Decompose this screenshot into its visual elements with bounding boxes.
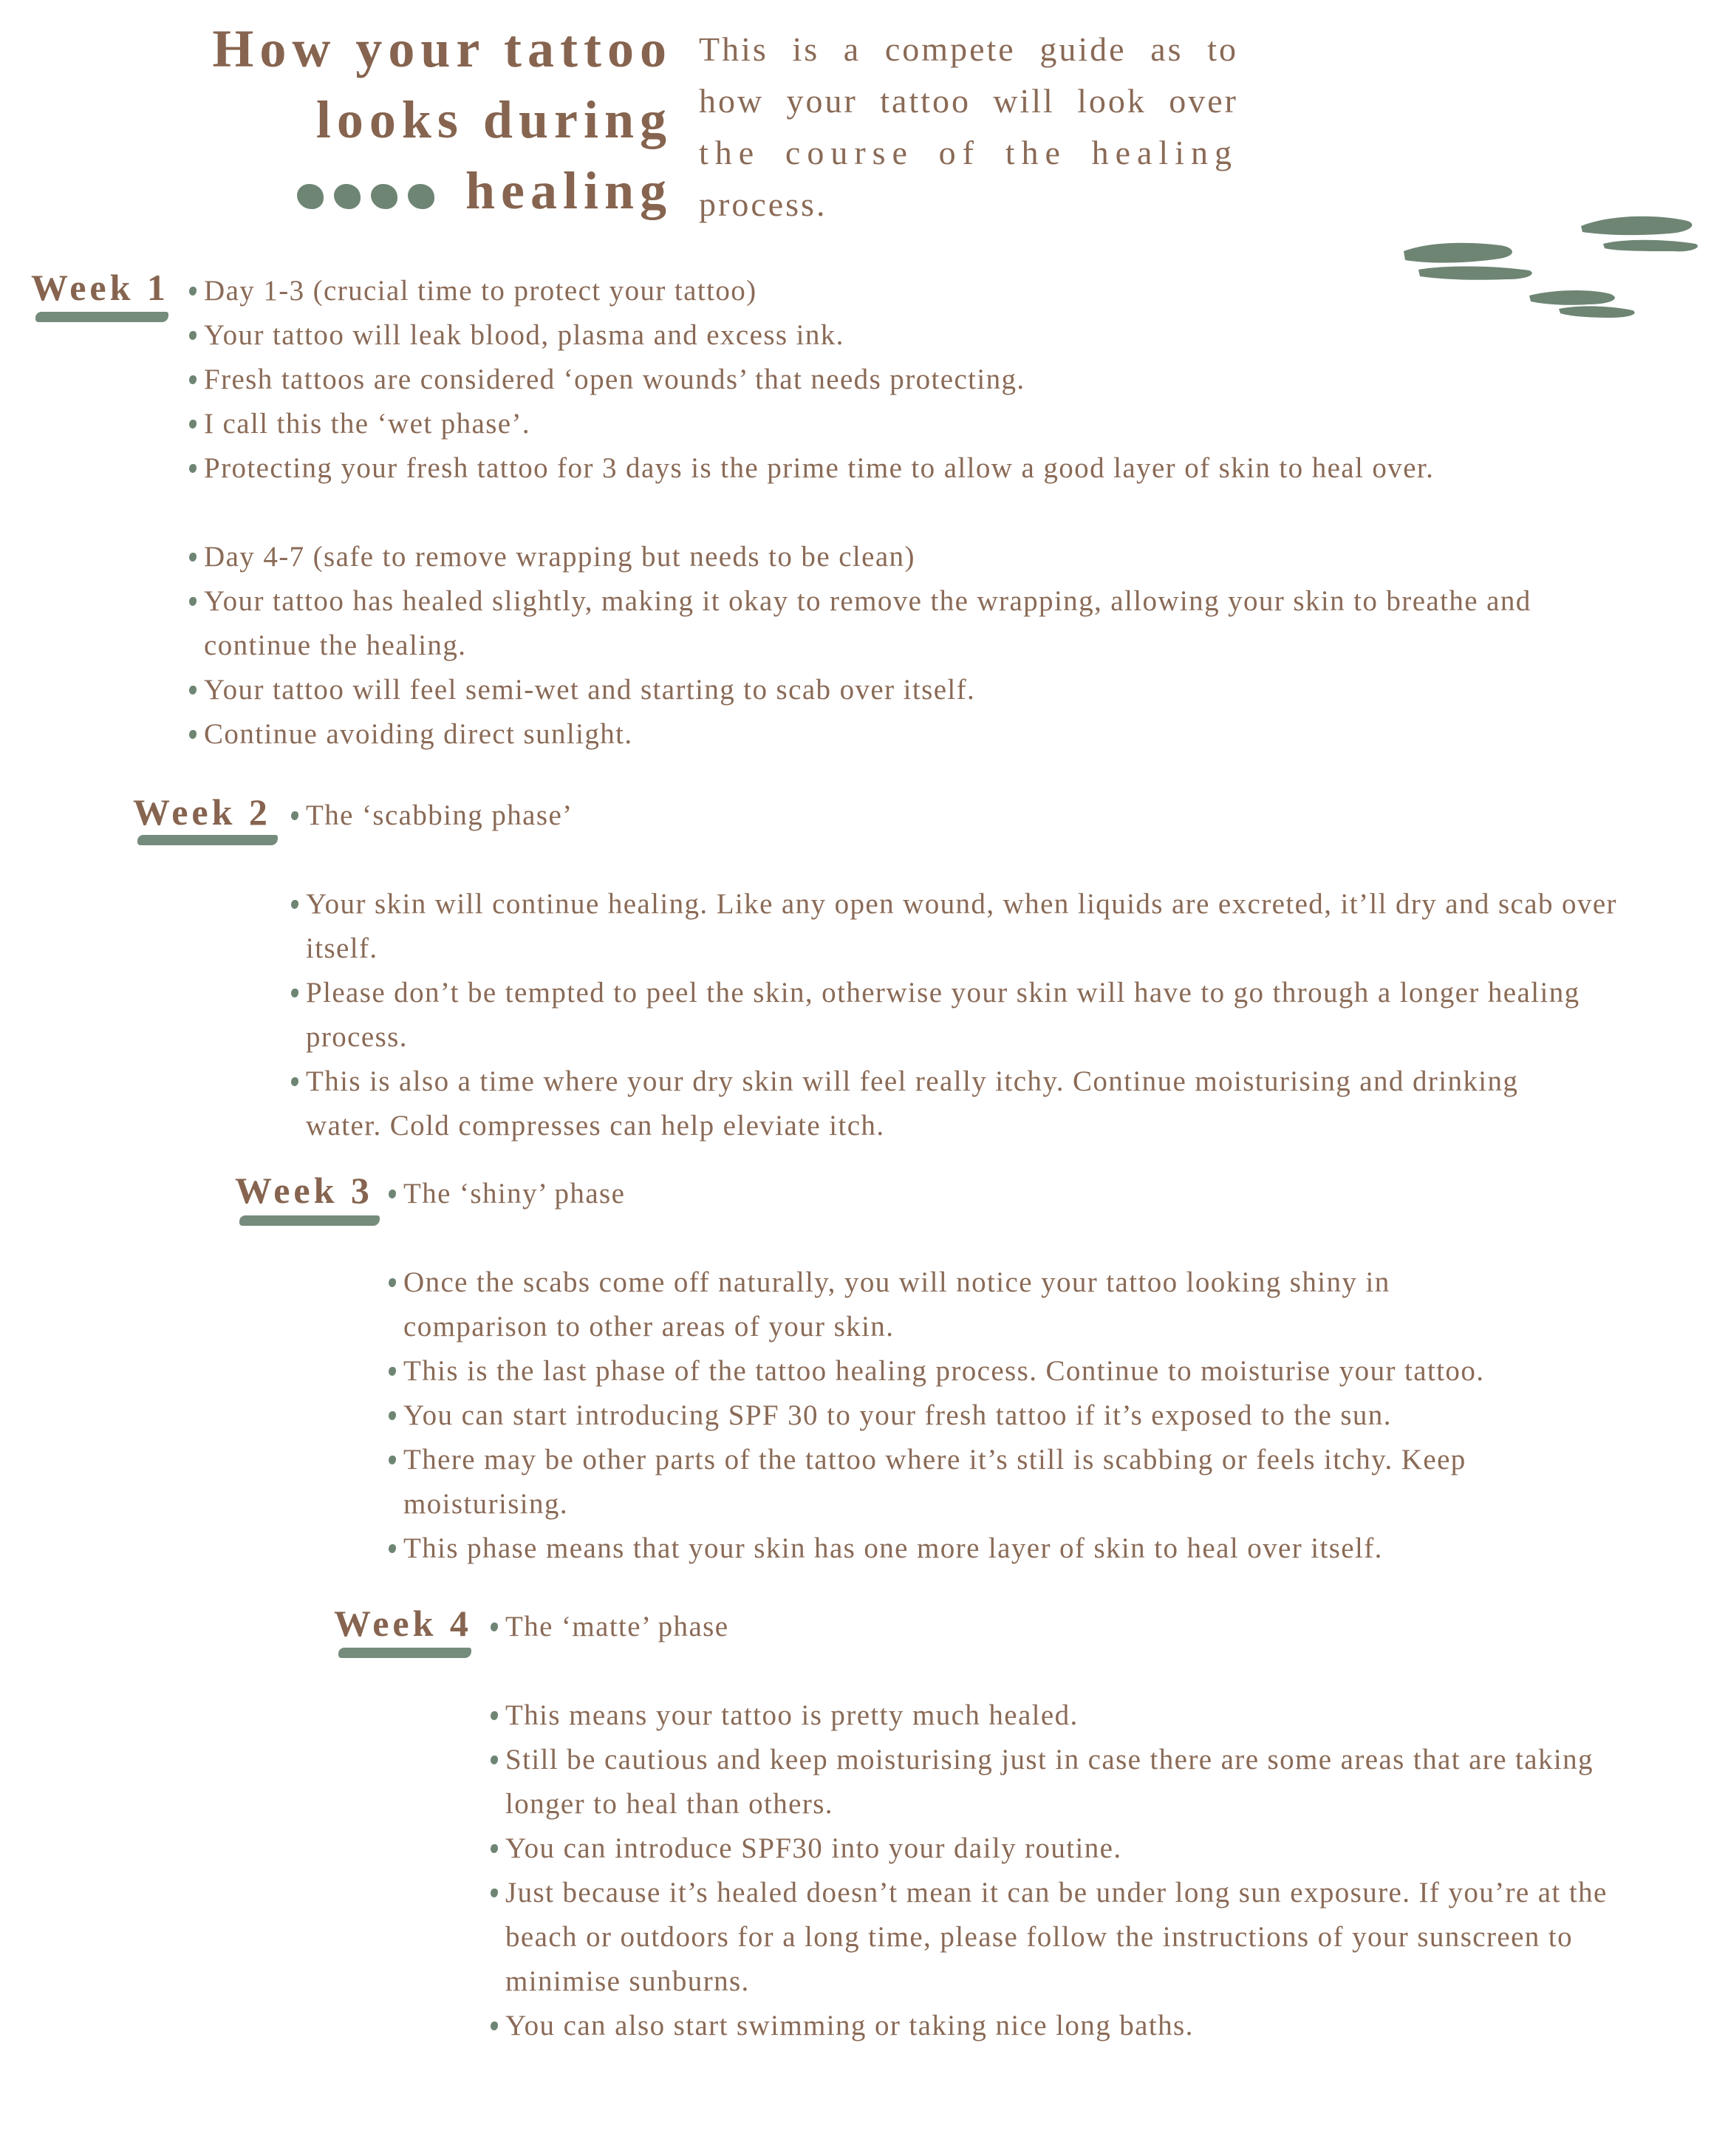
list-item: This is also a time where your dry skin will feel really itchy. Continue moisturising and drinking water. Cold compresses can help eleviate itch. [291,1060,1577,1148]
week-4-underline [338,1648,471,1658]
week-4-label: Week 4 [334,1603,472,1644]
title-line-2: looks during [315,90,672,149]
list-item: Your tattoo has healed slightly, making it okay to remove the wrapping, allowing your skin to breathe and continue the healing. [189,579,1608,668]
intro-line-2: how your tattoo will look over [699,82,1238,120]
list-item: Protecting your fresh tattoo for 3 days is the prime time to allow a good layer of skin to heal over. [189,446,1667,491]
list-item: Day 1-3 (crucial time to protect your tattoo) [189,269,1667,313]
title-line-3-text: healing [465,161,672,220]
list-item: Just because it’s healed doesn’t mean it can be under long sun exposure. If you’re at the beach or outdoors for a long time, please follow the instructions of your sunscreen to minimise sunburns. [491,1871,1687,2004]
week-1-label: Week 1 [31,267,169,308]
week-4-list [491,1605,1673,2048]
list-item: Your tattoo will leak blood, plasma and excess ink. [189,313,1667,358]
week-2-list [291,794,1650,1148]
list-item: The ‘matte’ phase [491,1605,1673,1649]
week-2-underline [137,835,278,845]
intro-line-1: This is a compete guide as to [699,30,1238,68]
list-item: You can start introducing SPF 30 to your fresh tattoo if it’s exposed to the sun. [389,1393,1659,1438]
title-line-1: How your tattoo [212,19,672,78]
list-item: This means your tattoo is pretty much healed. [491,1693,1673,1738]
list-item: There may be other parts of the tattoo where it’s still is scabbing or feels itchy. Keep moisturising. [389,1438,1600,1526]
week-3-list [389,1172,1659,1571]
list-item: The ‘scabbing phase’ [291,794,1650,838]
week-2-label: Week 2 [133,791,271,833]
list-item: Continue avoiding direct sunlight. [189,712,1667,757]
list-item: This is the last phase of the tattoo healing process. Continue to moisturise your tattoo. [389,1349,1659,1393]
list-item: Your skin will continue healing. Like any open wound, when liquids are excreted, it’ll dry and scab over itself. [291,882,1650,971]
list-item: Fresh tattoos are considered ‘open wounds’ that needs protecting. [189,358,1667,402]
decorative-dots-icon [297,156,445,227]
list-item: I call this the ‘wet phase’. [189,402,1667,446]
week-1-list [189,269,1667,757]
list-item: Once the scabs come off naturally, you will notice your tattoo looking shiny in comparison to other areas of your skin. [389,1260,1541,1349]
list-item: Please don’t be tempted to peel the skin, otherwise your skin will have to go through a longer healing process. [291,971,1650,1060]
intro-line-4: process. [699,185,827,223]
list-item: You can introduce SPF30 into your daily routine. [491,1826,1673,1871]
list-item: The ‘shiny’ phase [389,1172,1659,1216]
week-1-underline [35,312,168,322]
week-3-underline [239,1215,380,1226]
week-3-label: Week 3 [235,1170,373,1211]
list-item: Day 4-7 (safe to remove wrapping but needs to be clean) [189,535,1667,579]
title-line-3 [89,155,672,231]
list-item: This phase means that your skin has one more layer of skin to heal over itself. [389,1526,1659,1571]
list-item: Your tattoo will feel semi-wet and starting to scab over itself. [189,668,1667,712]
intro-paragraph [699,24,1238,231]
page-title [89,13,672,231]
list-item: Still be cautious and keep moisturising just in case there are some areas that are taking longer to heal than others. [491,1738,1673,1826]
list-item: You can also start swimming or taking nice long baths. [491,2004,1673,2048]
intro-line-3: the course of the healing [699,134,1238,171]
